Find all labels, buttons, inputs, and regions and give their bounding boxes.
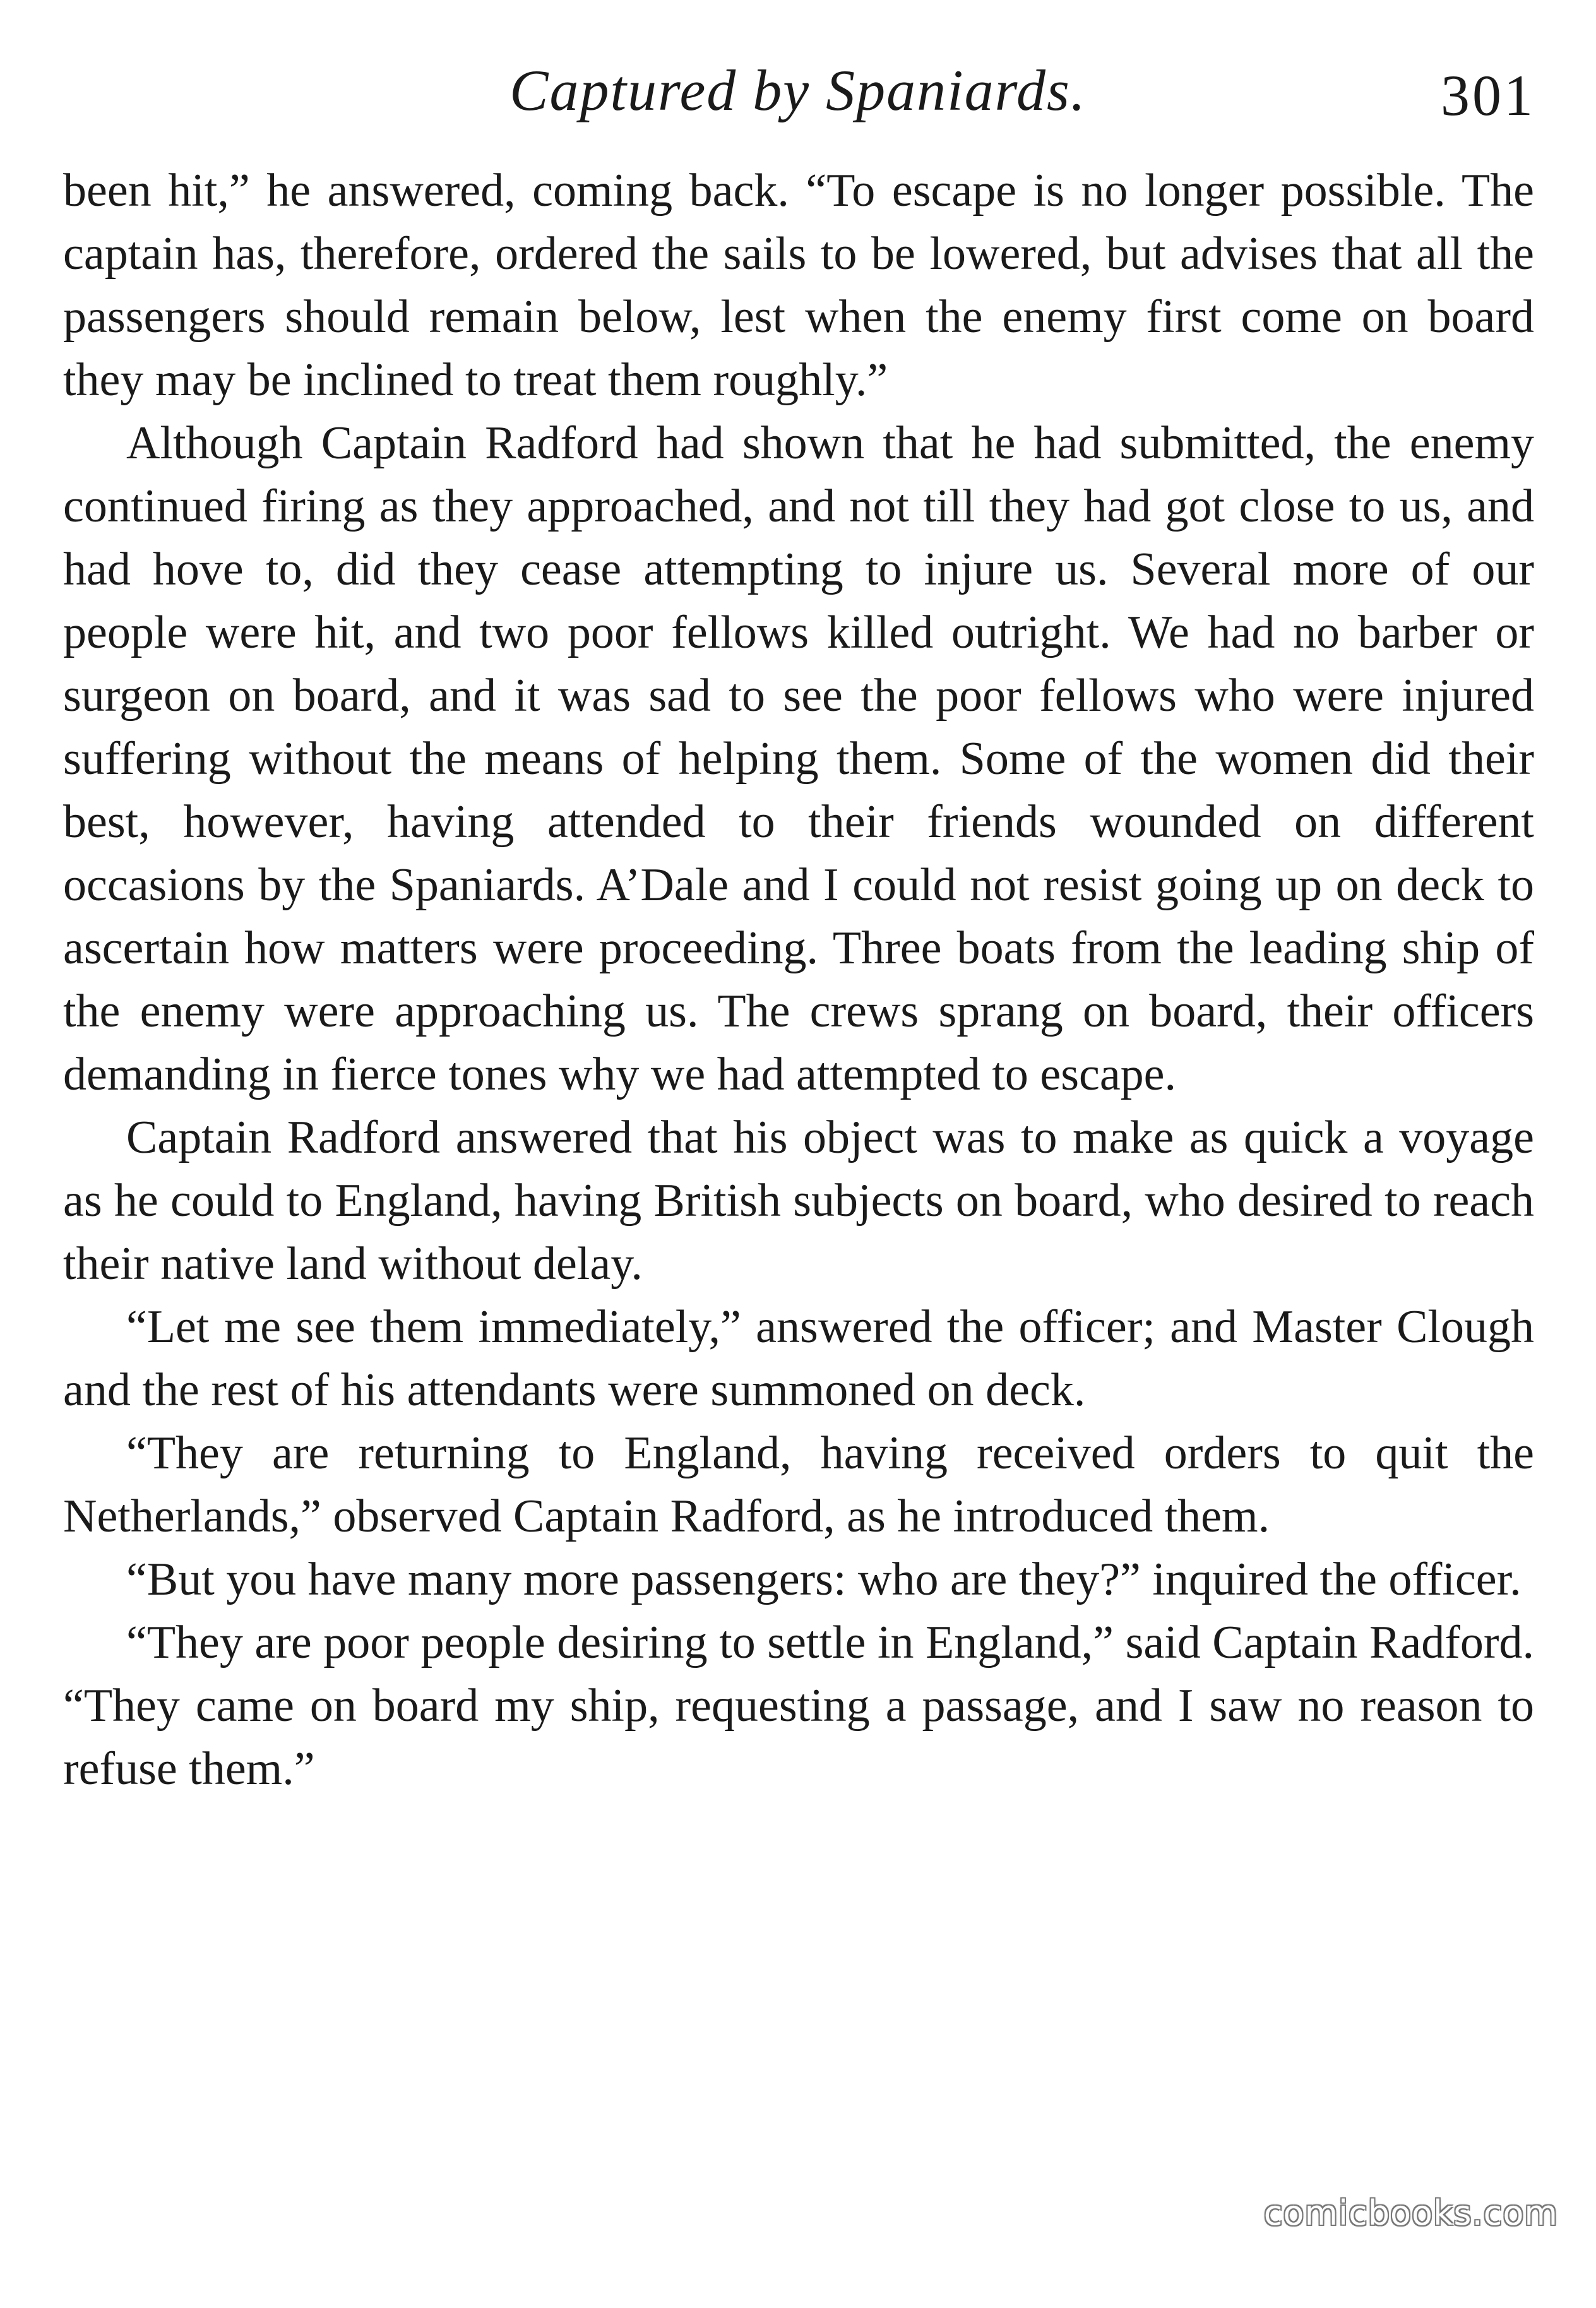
paragraph: “Let me see them immediately,” answered the officer; and Master Clough and the rest of his attendants were summoned on deck. bbox=[63, 1301, 1534, 1416]
watermark: comicbooks.com bbox=[1263, 2193, 1558, 2233]
body-text bbox=[63, 159, 1534, 1800]
running-title: Captured by Spaniards. bbox=[509, 58, 1087, 122]
paragraph: Captain Radford answered that his object was to make as quick a voyage as he could to England, having British subjects on board, who desired to reach their native land without delay. bbox=[63, 1112, 1534, 1290]
page-header bbox=[0, 0, 1596, 164]
paragraph: “They are returning to England, having received orders to quit the Netherlands,” observed Captain Radford, as he introduced them. bbox=[63, 1427, 1534, 1542]
paragraph: “They are poor people desiring to settle in England,” said Captain Radford. “They came on board my ship, requesting a passage, and I saw no reason to refuse them.” bbox=[63, 1617, 1534, 1795]
paragraph: “But you have many more passengers: who are they?” inquired the officer. bbox=[126, 1554, 1522, 1605]
paragraph: Although Captain Radford had shown that he had submitted, the enemy continued firing as they approached, and not till they had got close to us, and had hove to, did they cease attempting to injure us. Several more of our people were hit, and two poor fellows killed outright. We had no barber or surgeon on board, and it was sad to see the poor fellows who were injured suffering without the means of helping them. Some of the women did their best, however, having attended to their friends wounded on different occasions by the Spaniards. A’Dale and I could not resist going up on deck to ascertain how matters were proceeding. Three boats from the leading ship of the enemy were approaching us. The crews sprang on board, their officers demanding in fierce tones why we had attempted to escape. bbox=[63, 417, 1534, 1100]
page-number: 301 bbox=[1441, 63, 1535, 128]
paragraph: been hit,” he answered, coming back. “To escape is no longer possible. The captain has, therefore, ordered the sails to be lowered, but advises that all the passengers should remain below, lest when the enemy first come on board they may be inclined to treat them roughly.” bbox=[63, 165, 1534, 406]
